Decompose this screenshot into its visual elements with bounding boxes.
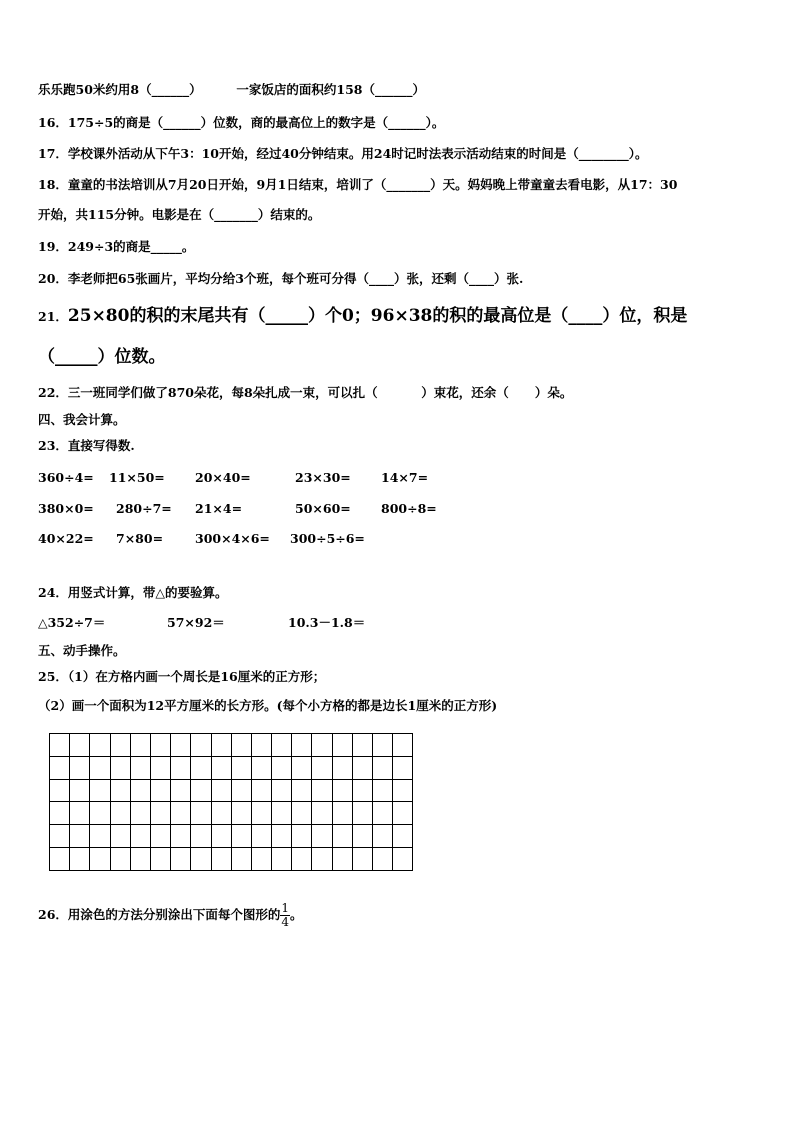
- grid-cell[interactable]: [231, 847, 251, 870]
- grid-cell[interactable]: [191, 802, 211, 825]
- grid-cell[interactable]: [352, 802, 372, 825]
- grid-cell[interactable]: [393, 847, 413, 870]
- question-23: 23．直接写得数.: [38, 438, 135, 453]
- grid-cell[interactable]: [110, 756, 130, 779]
- grid-cell[interactable]: [292, 734, 312, 757]
- grid-cell[interactable]: [171, 847, 191, 870]
- grid-row: [50, 779, 413, 802]
- grid-cell[interactable]: [50, 825, 70, 848]
- grid-cell[interactable]: [272, 756, 292, 779]
- mental-calc-r1c2: 11×50=: [109, 470, 165, 485]
- mental-calc-r3c1: 40×22=: [38, 531, 94, 546]
- grid-cell[interactable]: [70, 756, 90, 779]
- mental-calc-r2c5: 800÷8=: [381, 501, 437, 516]
- grid-cell[interactable]: [373, 825, 393, 848]
- line-q15-continuation: 乐乐跑50米约用8（______） 一家饭店的面积约158（______）: [38, 82, 426, 97]
- grid-cell[interactable]: [150, 802, 170, 825]
- grid-cell[interactable]: [312, 779, 332, 802]
- grid-cell[interactable]: [211, 734, 231, 757]
- grid-cell[interactable]: [231, 756, 251, 779]
- grid-cell[interactable]: [251, 756, 271, 779]
- grid-cell[interactable]: [352, 779, 372, 802]
- grid-cell[interactable]: [150, 779, 170, 802]
- grid-cell[interactable]: [171, 802, 191, 825]
- grid-cell[interactable]: [191, 779, 211, 802]
- question-22: 22．三一班同学们做了870朵花，每8朵扎成一束，可以扎（ ）束花，还余（ ）朵。: [38, 385, 573, 400]
- mental-calc-r2c4: 50×60=: [295, 501, 351, 516]
- grid-cell[interactable]: [70, 802, 90, 825]
- question-21-text: 25×80的积的末尾共有（_____）个0；96×38的积的最高位是（____）位，积是: [67, 306, 688, 326]
- grid-cell[interactable]: [130, 802, 150, 825]
- grid-cell[interactable]: [251, 825, 271, 848]
- grid-cell[interactable]: [312, 734, 332, 757]
- grid-cell[interactable]: [393, 825, 413, 848]
- grid-cell[interactable]: [393, 802, 413, 825]
- mental-calc-r1c3: 20×40=: [195, 470, 251, 485]
- grid-cell[interactable]: [231, 802, 251, 825]
- grid-cell[interactable]: [393, 779, 413, 802]
- grid-cell[interactable]: [110, 779, 130, 802]
- grid-cell[interactable]: [393, 756, 413, 779]
- grid-cell[interactable]: [352, 847, 372, 870]
- grid-cell[interactable]: [110, 847, 130, 870]
- grid-cell[interactable]: [373, 779, 393, 802]
- grid-cell[interactable]: [352, 825, 372, 848]
- grid-cell[interactable]: [292, 825, 312, 848]
- grid-cell[interactable]: [191, 847, 211, 870]
- grid-cell[interactable]: [272, 779, 292, 802]
- grid-cell[interactable]: [312, 802, 332, 825]
- grid-cell[interactable]: [231, 779, 251, 802]
- grid-row: [50, 756, 413, 779]
- grid-cell[interactable]: [393, 734, 413, 757]
- grid-cell[interactable]: [312, 847, 332, 870]
- mental-calc-r3c2: 7×80=: [116, 531, 164, 546]
- question-17: 17．学校课外活动从下午3：10开始，经过40分钟结束。用24时记时法表示活动结束的时间是（________）。: [38, 146, 648, 161]
- section-4-heading: 四、我会计算。: [38, 412, 126, 427]
- mental-calc-r1c4: 23×30=: [295, 470, 351, 485]
- grid-cell[interactable]: [332, 756, 352, 779]
- fraction-denominator: 4: [281, 915, 290, 929]
- grid-cell[interactable]: [110, 802, 130, 825]
- grid-cell[interactable]: [373, 734, 393, 757]
- section-5-heading: 五、动手操作。: [38, 643, 126, 658]
- grid-cell[interactable]: [292, 847, 312, 870]
- grid-cell[interactable]: [110, 825, 130, 848]
- grid-row: [50, 802, 413, 825]
- grid-cell[interactable]: [312, 825, 332, 848]
- grid-row: [50, 734, 413, 757]
- mental-calc-r3c4: 300÷5÷6=: [290, 531, 365, 546]
- grid-cell[interactable]: [332, 779, 352, 802]
- vertical-calc-1: △352÷7＝: [38, 615, 106, 630]
- question-19: 19．249÷3的商是_____。: [38, 239, 195, 254]
- grid-cell[interactable]: [373, 847, 393, 870]
- grid-cell[interactable]: [191, 756, 211, 779]
- grid-cell[interactable]: [130, 756, 150, 779]
- grid-cell[interactable]: [90, 779, 110, 802]
- grid-cell[interactable]: [70, 734, 90, 757]
- grid-row: [50, 847, 413, 870]
- grid-cell[interactable]: [272, 825, 292, 848]
- question-20: 20．李老师把65张画片，平均分给3个班，每个班可分得（____）张，还剩（____）张.: [38, 271, 524, 286]
- grid-cell[interactable]: [90, 756, 110, 779]
- grid-cell[interactable]: [130, 734, 150, 757]
- mental-calc-r1c1: 360÷4=: [38, 470, 94, 485]
- grid-cell[interactable]: [272, 734, 292, 757]
- grid-cell[interactable]: [130, 779, 150, 802]
- question-18-line1: 18．童童的书法培训从7月20日开始，9月1日结束，培训了（_______）天。妈妈晚上带童童去看电影，从17：30: [38, 177, 678, 192]
- grid-cell[interactable]: [70, 779, 90, 802]
- grid-cell[interactable]: [171, 825, 191, 848]
- grid-cell[interactable]: [191, 825, 211, 848]
- square-grid[interactable]: [49, 733, 413, 871]
- grid-cell[interactable]: [211, 779, 231, 802]
- mental-calc-r3c3: 300×4×6=: [195, 531, 270, 546]
- grid-cell[interactable]: [211, 825, 231, 848]
- grid-cell[interactable]: [211, 756, 231, 779]
- question-21-number: 21．: [38, 309, 68, 324]
- grid-cell[interactable]: [171, 779, 191, 802]
- grid-cell[interactable]: [50, 802, 70, 825]
- grid-cell[interactable]: [171, 756, 191, 779]
- question-26-end: 。: [290, 907, 303, 922]
- grid-cell[interactable]: [352, 756, 372, 779]
- grid-cell[interactable]: [292, 756, 312, 779]
- grid-cell[interactable]: [211, 847, 231, 870]
- grid-cell[interactable]: [130, 847, 150, 870]
- grid-cell[interactable]: [231, 825, 251, 848]
- grid-cell[interactable]: [292, 802, 312, 825]
- grid-cell[interactable]: [272, 802, 292, 825]
- grid-cell[interactable]: [332, 847, 352, 870]
- grid-cell[interactable]: [251, 802, 271, 825]
- mental-calc-r2c3: 21×4=: [195, 501, 243, 516]
- grid-cell[interactable]: [373, 802, 393, 825]
- grid-cell[interactable]: [150, 847, 170, 870]
- grid-row: [50, 825, 413, 848]
- mental-calc-r2c1: 380×0=: [38, 501, 94, 516]
- question-21-line2: （_____）位数。: [38, 347, 166, 367]
- question-25-part2: （2）画一个面积为12平方厘米的长方形。(每个小方格的都是边长1厘米的正方形): [38, 698, 498, 713]
- grid-cell[interactable]: [90, 802, 110, 825]
- grid-cell[interactable]: [50, 847, 70, 870]
- grid-cell[interactable]: [110, 734, 130, 757]
- grid-cell[interactable]: [272, 847, 292, 870]
- grid-cell[interactable]: [90, 847, 110, 870]
- grid-cell[interactable]: [50, 734, 70, 757]
- grid-cell[interactable]: [70, 825, 90, 848]
- grid-cell[interactable]: [50, 779, 70, 802]
- question-26-text: 26．用涂色的方法分别涂出下面每个图形的: [38, 907, 281, 922]
- grid-cell[interactable]: [373, 756, 393, 779]
- question-21-line1: [38, 305, 687, 328]
- grid-cell[interactable]: [251, 847, 271, 870]
- vertical-calc-2: 57×92＝: [167, 615, 225, 630]
- grid-cell[interactable]: [150, 825, 170, 848]
- question-18-line2: 开始，共115分钟。电影是在（_______）结束的。: [38, 207, 321, 222]
- grid-cell[interactable]: [191, 734, 211, 757]
- mental-calc-r2c2: 280÷7=: [116, 501, 172, 516]
- grid-cell[interactable]: [90, 825, 110, 848]
- grid-cell[interactable]: [251, 734, 271, 757]
- vertical-calc-3: 10.3－1.8＝: [288, 615, 366, 630]
- grid-cell[interactable]: [332, 825, 352, 848]
- fraction-one-quarter: [280, 902, 290, 929]
- grid-cell[interactable]: [251, 779, 271, 802]
- question-25-part1: 25．（1）在方格内画一个周长是16厘米的正方形；: [38, 669, 326, 684]
- question-24: 24．用竖式计算，带△的要验算。: [38, 585, 228, 600]
- grid-cell[interactable]: [211, 802, 231, 825]
- grid-cell[interactable]: [70, 847, 90, 870]
- grid-cell[interactable]: [352, 734, 372, 757]
- mental-calc-r1c5: 14×7=: [381, 470, 429, 485]
- grid-cell[interactable]: [50, 756, 70, 779]
- question-16: 16．175÷5的商是（______）位数，商的最高位上的数字是（______）。: [38, 115, 445, 130]
- grid-cell[interactable]: [312, 756, 332, 779]
- grid-cell[interactable]: [130, 825, 150, 848]
- grid-cell[interactable]: [171, 734, 191, 757]
- grid-cell[interactable]: [231, 734, 251, 757]
- grid-cell[interactable]: [292, 779, 312, 802]
- grid-cell[interactable]: [150, 756, 170, 779]
- grid-cell[interactable]: [332, 802, 352, 825]
- grid-cell[interactable]: [150, 734, 170, 757]
- question-26: [38, 902, 303, 929]
- fraction-numerator: 1: [281, 901, 290, 915]
- grid-cell[interactable]: [90, 734, 110, 757]
- grid-cell[interactable]: [332, 734, 352, 757]
